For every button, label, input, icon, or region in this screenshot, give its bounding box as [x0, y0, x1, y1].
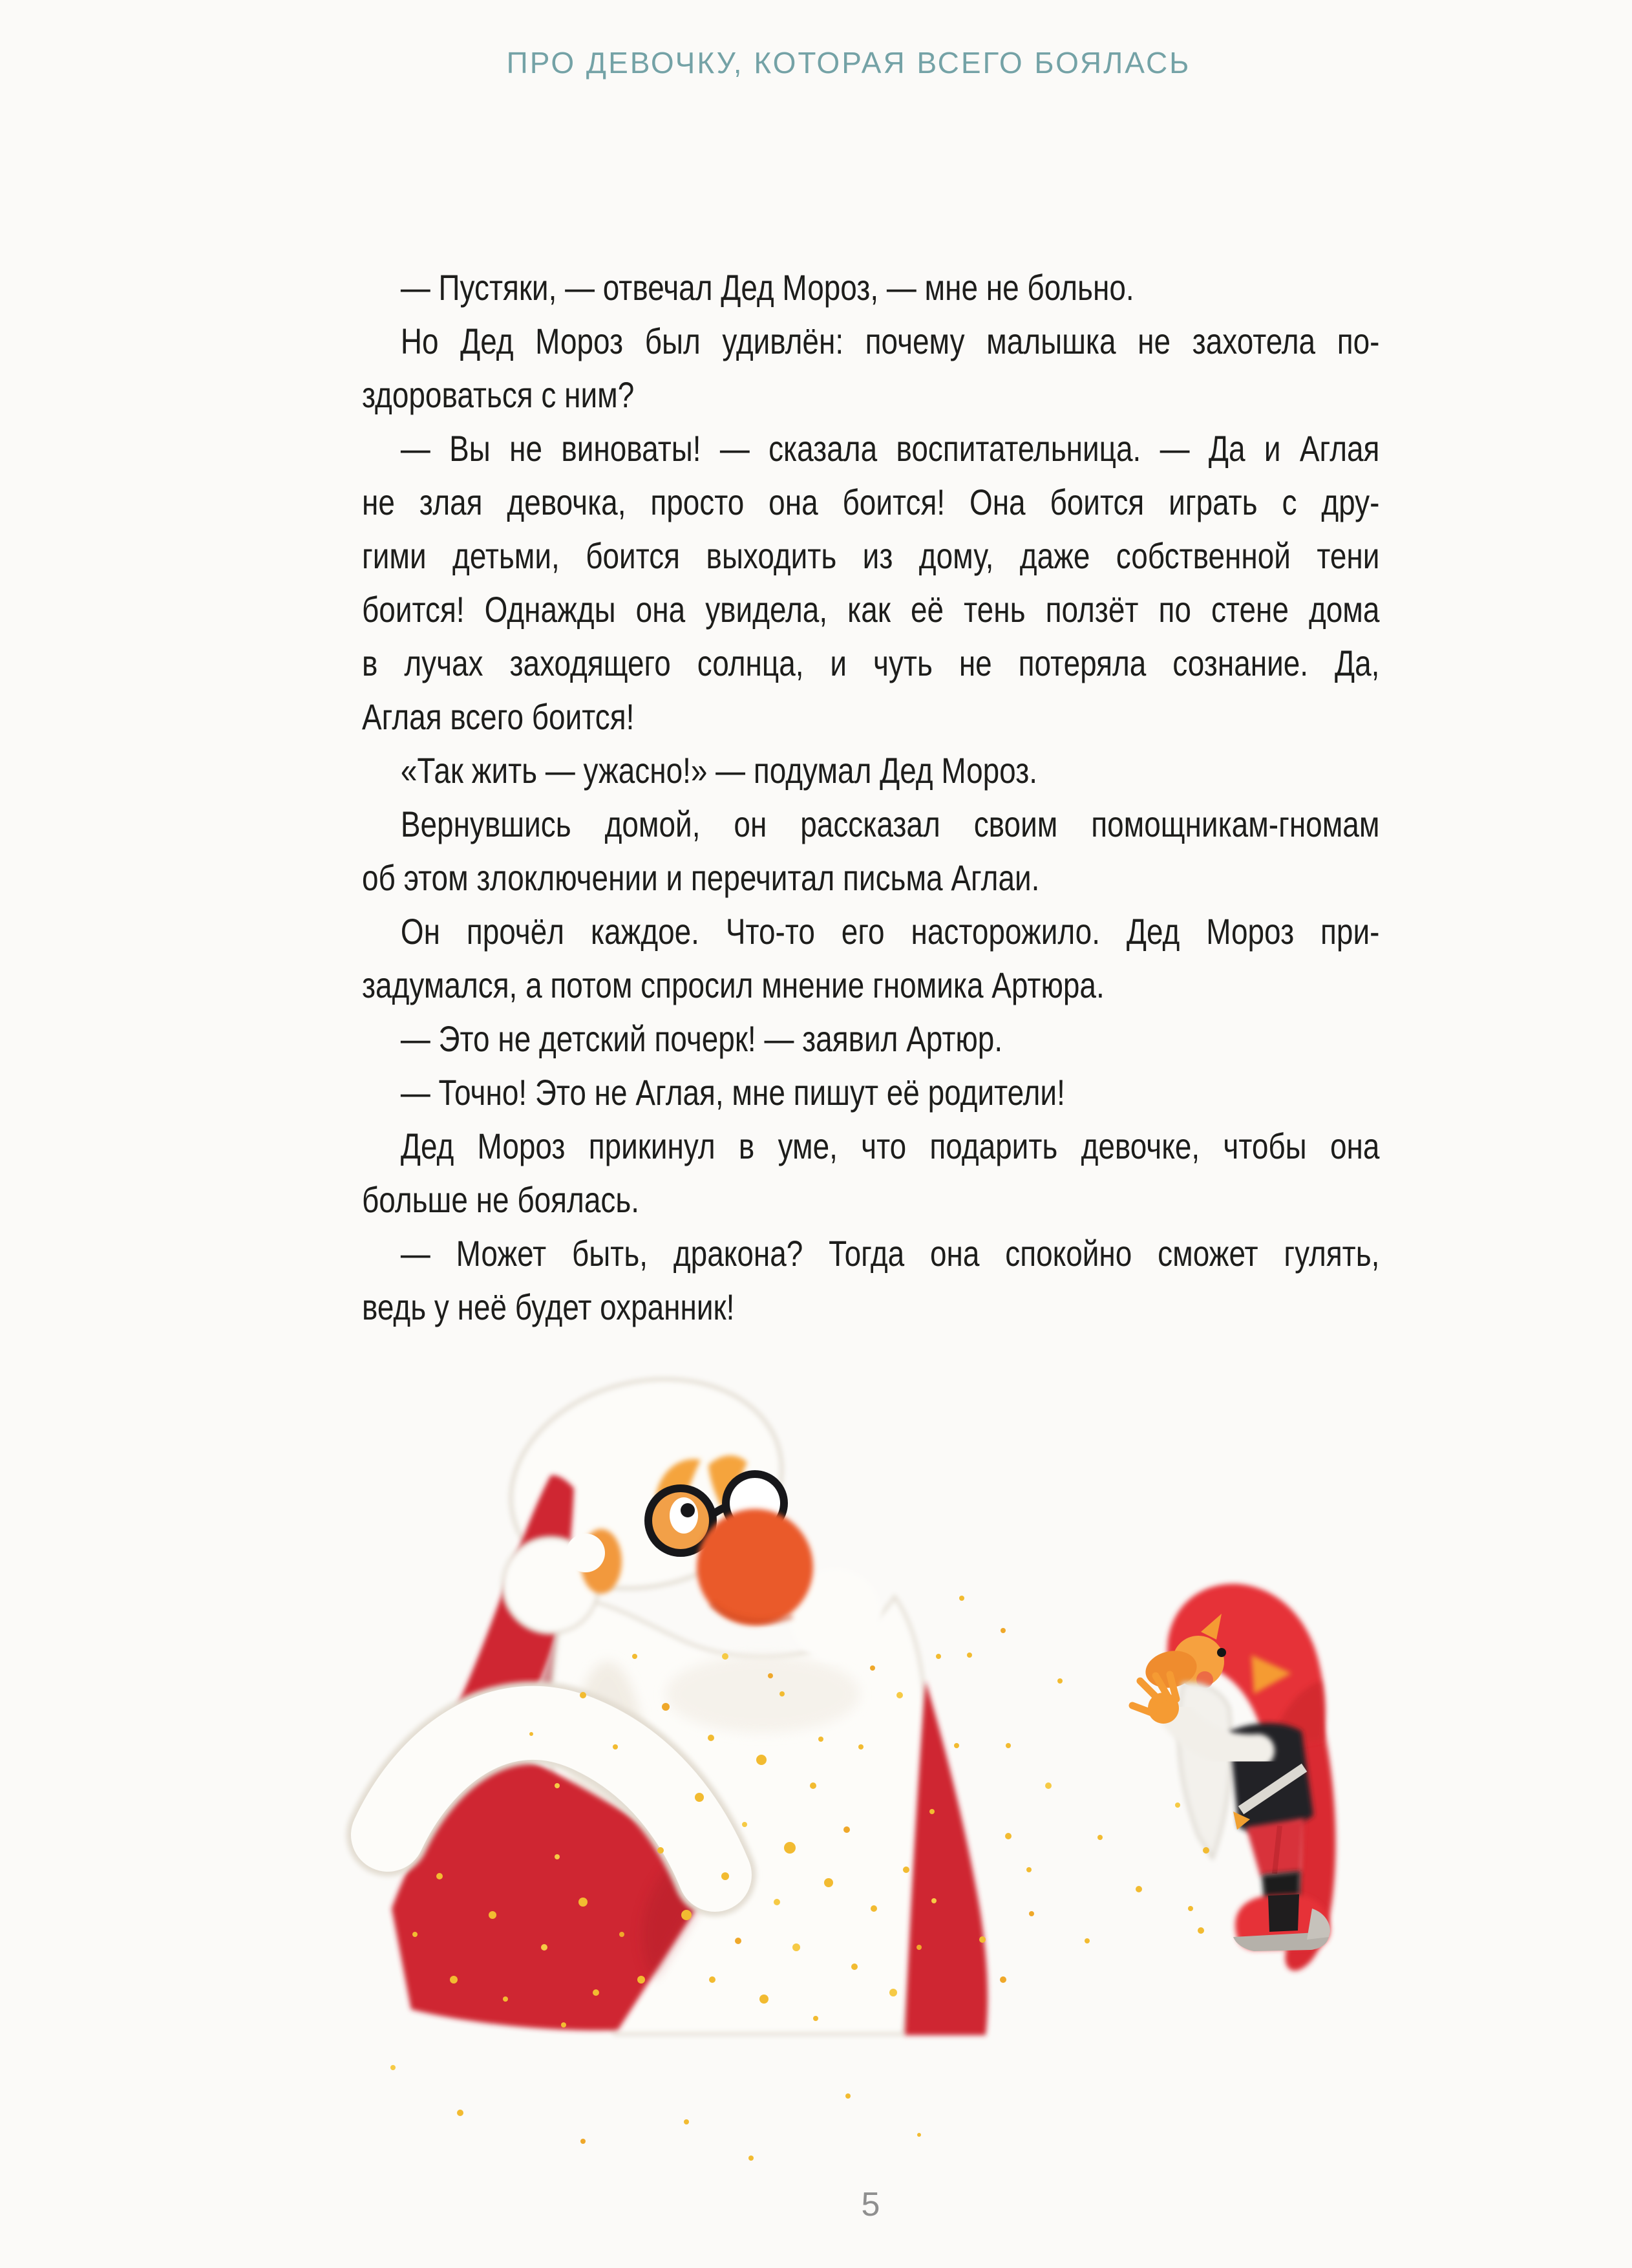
gnome-sneaker: [1233, 1894, 1330, 1951]
story-text-line: — Может быть, дракона? Тогда она спокойно сможет гулять,: [400, 1233, 1380, 1274]
story-text-line: об этом злоключении и перечитал письма Аглаи.: [362, 857, 1040, 898]
story-text-line: ведь у неё будет охранник!: [362, 1287, 735, 1327]
story-text-line: — Точно! Это не Аглая, мне пишут её родители!: [400, 1072, 1065, 1113]
story-text-line: не злая девочка, просто она боится! Она боится играть с дру-: [362, 482, 1380, 522]
story-text-line: гими детьми, боится выходить из дому, даже собственной тени: [362, 535, 1380, 576]
story-text-line: Дед Мороз прикинул в уме, что подарить девочке, чтобы она: [400, 1126, 1380, 1166]
ded-moroz-and-gnome-illustration: [323, 1358, 1422, 2198]
story-text-line: боится! Однажды она увидела, как её тень ползёт по стене дома: [362, 589, 1380, 630]
story-text-line: — Пустяки, — отвечал Дед Мороз, — мне не больно.: [400, 267, 1134, 308]
story-text-line: здороваться с ним?: [362, 374, 635, 415]
gnome-hand: [1132, 1674, 1179, 1724]
story-text-line: — Это не детский почерк! — заявил Артюр.: [400, 1018, 1003, 1059]
page-number: 5: [861, 2186, 880, 2223]
story-text-line: Он прочёл каждое. Что-то его насторожило. Дед Мороз при-: [400, 911, 1380, 952]
story-text: [362, 261, 1380, 1334]
story-text-line: Но Дед Мороз был удивлён: почему малышка не захотела по-: [400, 321, 1380, 361]
story-text-line: в лучах заходящего солнца, и чуть не потеряла сознание. Да,: [362, 643, 1380, 683]
gnome-figure: [1132, 1584, 1336, 1971]
chapter-title: ПРО ДЕВОЧКУ, КОТОРАЯ ВСЕГО БОЯЛАСЬ: [506, 46, 1191, 80]
story-text-line: задумался, а потом спросил мнение гномика Артюра.: [362, 965, 1105, 1005]
story-text-line: — Вы не виноваты! — сказала воспитательница. — Да и Аглая: [400, 428, 1380, 469]
story-text-line: Аглая всего боится!: [362, 696, 635, 737]
story-text-line: «Так жить — ужасно!» — подумал Дед Мороз.: [400, 750, 1038, 791]
story-text-line: больше не боялась.: [362, 1179, 640, 1220]
story-text-line: Вернувшись домой, он рассказал своим помощникам-гномам: [400, 804, 1380, 844]
